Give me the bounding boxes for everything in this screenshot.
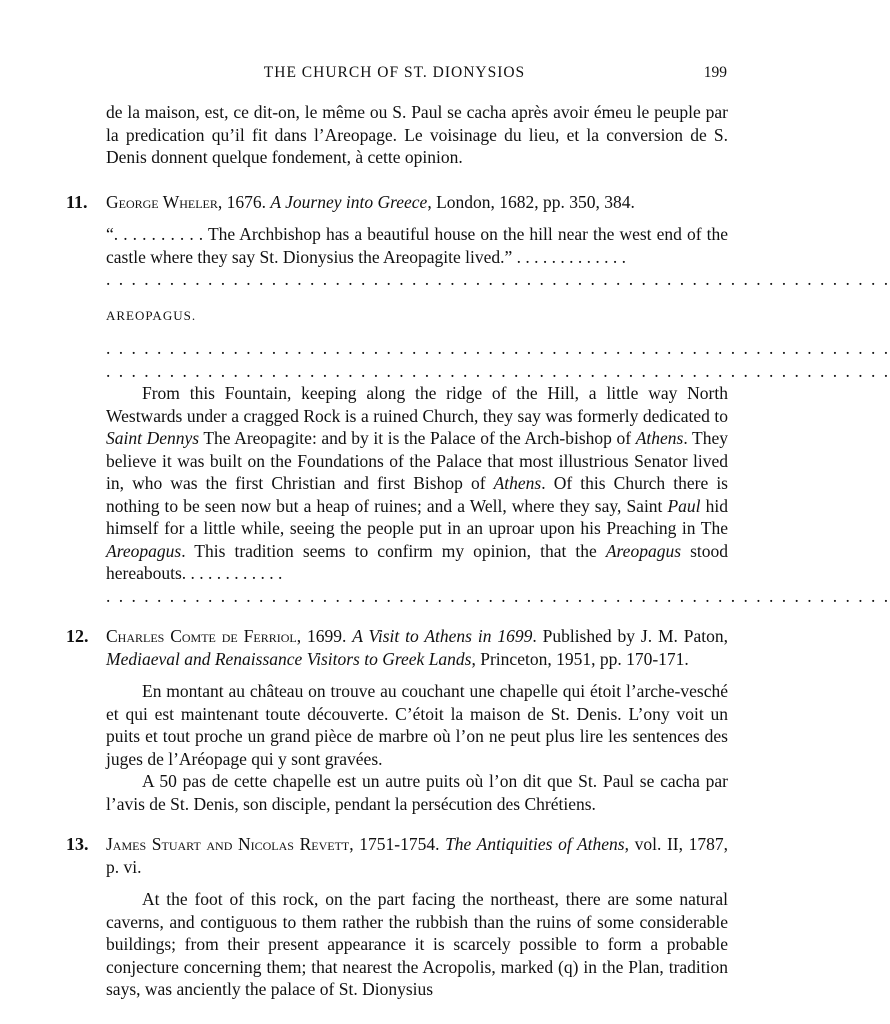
entry-13 — [66, 833, 728, 1001]
entry-number: 12. — [66, 626, 89, 646]
intro-paragraph: de la maison, est, ce dit-on, le même ou S. Paul se cacha après avoir émeu le peuple par la predication qu’il fit dans l’Areopage. Le voisinage du lieu, et la conversion de S. Denis donnent quelque fondement, à cette opinion. — [106, 102, 728, 167]
work-title: A Journey into Greece — [270, 191, 428, 212]
entry-11 — [66, 191, 890, 608]
entry-citation: Charles Comte de Ferriol, 1699. A Visit to Athens in 1699. Published by J. M. Paton, Mediaeval and Renaissance Visitors to Greek Lands, Princeton, 1951, pp. 170-171. — [106, 626, 729, 669]
author-name: Charles Comte de Ferriol — [106, 626, 297, 646]
entry-quote: “. . . . . . . . . . The Archbishop has a beautiful house on the hill near the west end of the castle where they say St. Dionysius the Areopagite lived.” . . . . . . . . . . . . . — [106, 224, 728, 267]
page-header — [0, 64, 789, 86]
entry-citation: James Stuart and Nicolas Revett, 1751-1754. The Antiquities of Athens, vol. II, 1787, p. vi. — [106, 834, 728, 877]
section-subheading: AREOPAGUS. — [106, 307, 197, 323]
author-name: James Stuart and Nicolas Revett — [106, 834, 350, 854]
work-title: Mediaeval and Renaissance Visitors to Greek Lands — [106, 648, 472, 669]
entry-number: 11. — [66, 191, 88, 212]
author-name: George Wheler — [106, 191, 218, 212]
ellipsis-line: . . . . . . . . . . . . . . . . . . . . . . . . . . . . . . . . . . . . . . . . . . . . . . . . . . . . . . . . . . . . . . — [106, 360, 890, 381]
body-text — [66, 101, 890, 1001]
work-title: The Antiquities of Athens — [445, 834, 625, 854]
work-title: A Visit to Athens in 1699 — [352, 626, 533, 646]
ellipsis-line: . . . . . . . . . . . . . . . . . . . . . . . . . . . . . . . . . . . . . . . . . . . . . . . . . . . . . . . . . . . . . . — [106, 269, 890, 289]
entry-paragraph: En montant au château on trouve au couchant une chapelle qui étoit l’arche-vesché et qui est maintenant toute découverte. C’étoit la maison de St. Denis. L’ony voit un puits et tout proche un grand pièce de marbre où l’on ne peut plus lire les sentences des juges de l’Aréopage qui y sont gravées. — [106, 681, 728, 769]
ellipsis-line: . . . . . . . . . . . . . . . . . . . . . . . . . . . . . . . . . . . . . . . . . . . . . . . . . . . . . . . . . . . . . . — [106, 585, 890, 606]
entry-paragraph: At the foot of this rock, on the part facing the northeast, there are some natural caverns, and contiguous to them rather the rubbish than the ruins of some considerable buildings; from their present appearance it is scarcely possible to form a probable conjecture concerning them; that nearest the Acropolis, marked (q) in the Plan, tradition says, was anciently the palace of St. Dionysius — [106, 889, 728, 999]
entry-paragraph: From this Fountain, keeping along the ridge of the Hill, a little way North Westwards under a cragged Rock is a ruined Church, they say was formerly dedicated to Saint Dennys The Areopagite: and by it is the Palace of the Arch-bishop of Athens. They believe it was built on the Foundations of the Palace that most illustrious Senator lived in, who was the first Christian and first Bishop of Athens. Of this Church there is nothing to be seen now but a heap of ruines; and a Well, where they say, Saint Paul hid himself for a little while, seeing the people put in an uproar upon his Preaching in The Areopagus. This tradition seems to confirm my opinion, that the Areopagus stood hereabouts. . . . . . . . . . . . — [106, 383, 728, 583]
running-title: THE CHURCH OF ST. DIONYSIOS — [263, 64, 526, 81]
entry-citation: George Wheler, 1676. A Journey into Greece, London, 1682, pp. 350, 384. — [106, 191, 635, 212]
entry-paragraph: A 50 pas de cette chapelle est un autre puits où l’on dit que St. Paul se cacha par l’avis de St. Denis, son disciple, pendant la persécution des Chrétiens. — [106, 771, 728, 814]
ellipsis-line: . . . . . . . . . . . . . . . . . . . . . . . . . . . . . . . . . . . . . . . . . . . . . . . . . . . . . . . . . . . . . . — [106, 338, 890, 358]
entry-number: 13. — [66, 834, 89, 854]
entry-12 — [66, 625, 729, 815]
page-number: 199 — [703, 64, 727, 81]
